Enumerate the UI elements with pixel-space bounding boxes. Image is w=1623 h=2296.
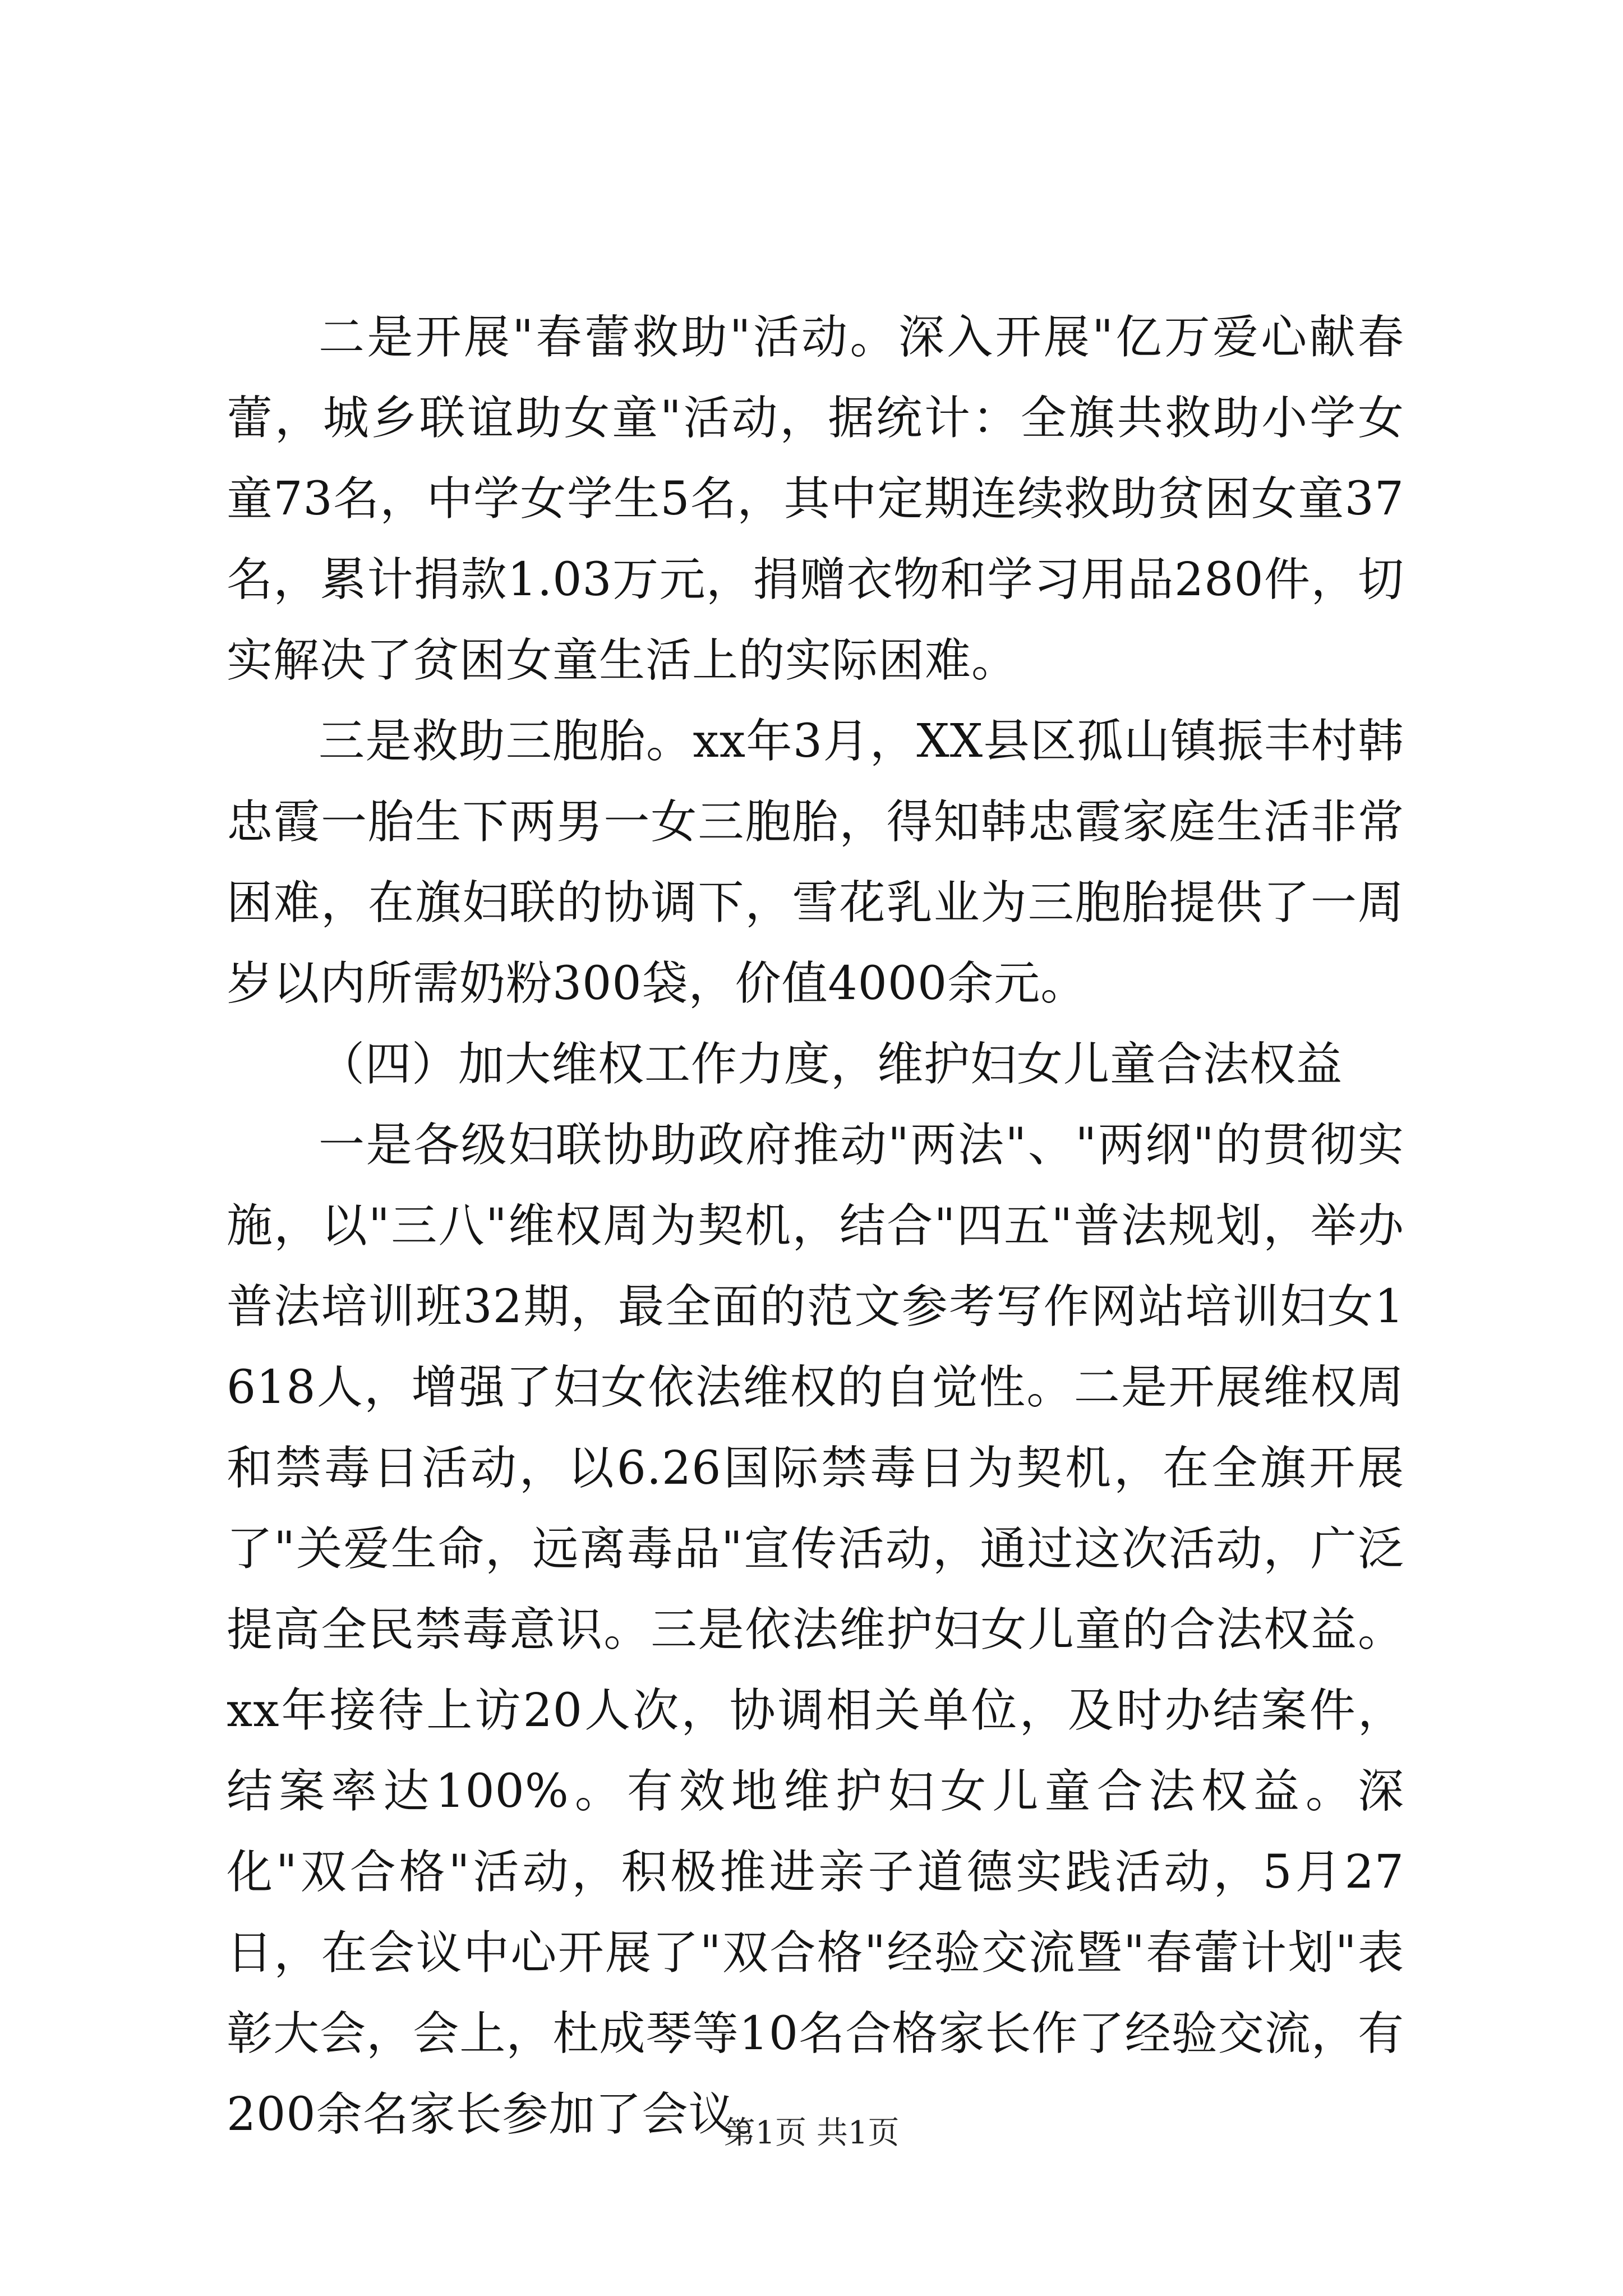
paragraph-chunlei-aid: 二是开展"春蕾救助"活动。深入开展"亿万爱心献春蕾，城乡联谊助女童"活动，据统计：全旗共救助小学女童73名，中学女学生5名，其中定期连续救助贫困女童37名，累计捐款1.03万元，捐赠衣物和学习用品280件，切实解决了贫困女童生活上的实际困难。 (227, 311, 1404, 687)
section-heading: （四）加大维权工作力度，维护妇女儿童合法权益 (319, 1038, 1343, 1091)
document-body (227, 297, 1404, 2155)
paragraph-triplets-aid: 三是救助三胞胎。xx年3月，XX县区孤山镇振丰村韩忠霞一胎生下两男一女三胞胎，得知韩忠霞家庭生活非常困难，在旗妇联的协调下，雪花乳业为三胞胎提供了一周岁以内所需奶粉300袋，价值4000余元。 (227, 715, 1404, 1010)
page-footer: 第1页 共1页 (723, 2115, 900, 2151)
paragraph-rights-protection: 一是各级妇联协助政府推动"两法"、"两纲"的贯彻实施，以"三八"维权周为契机，结合"四五"普法规划，举办普法培训班32期，最全面的范文参考写作网站培训妇女1618人，增强了妇女依法维权的自觉性。二是开展维权周和禁毒日活动，以6.26国际禁毒日为契机，在全旗开展了"关爱生命，远离毒品"宣传活动，通过这次活动，广泛提高全民禁毒意识。三是依法维护妇女儿童的合法权益。xx年接待上访20人次，协调相关单位，及时办结案件，结案率达100%。有效地维护妇女儿童合法权益。深化"双合格"活动，积极推进亲子道德实践活动，5月27日，在会议中心开展了"双合格"经验交流暨"春蕾计划"表彰大会，会上，杜成琴等10名合格家长作了经验交流，有200余名家长参加了会议。 (227, 1119, 1404, 2141)
